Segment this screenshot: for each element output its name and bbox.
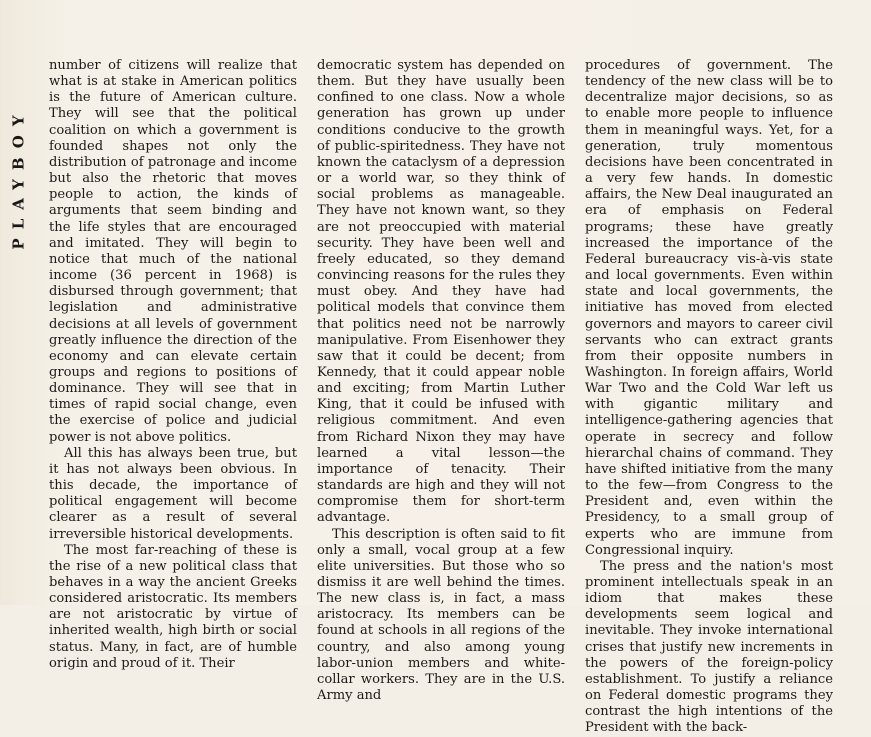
text-column-2 (317, 58, 565, 704)
magazine-name-vertical (6, 58, 32, 298)
paragraph: procedures of government. The tendency of the new class will be to decentralize major decisions, so as to enable more people to influence them in meaningful ways. Yet, for a generation, truly momentous decisions have been concentrated in a very few hands. In domestic affairs, the New Deal inaugurated an era of emphasis on Federal programs; these have greatly increased the importance of the Federal bureaucracy vis-à-vis state and local governments. Even within state and local governments, the initiative has moved from elected governors and mayors to career civil servants who can extract grants from their opposite numbers in Washington. In foreign affairs, World War Two and the Cold War left us with gigantic military and intelligence-gathering agencies that operate in secrecy and follow hierarchal chains of command. They have shifted initiative from the many to the few—from Congress to the President and, even within the Presidency, to a small group of experts who are immune from Congressional inquiry. (585, 58, 833, 558)
magazine-name: PLAYBOY (10, 106, 28, 250)
text-column-3 (585, 58, 833, 737)
paragraph: democratic system has depended on them. But they have usually been confined to one class. Now a whole generation has grown up under conditions conducive to the growth of public-spiritedness. They have not known the cataclysm of a depression or a world war, so they think of social problems as manageable. They have not known want, so they are not preoccupied with material security. They have been well and freely educated, so they demand convincing reasons for the rules they must obey. And they have had political models that convince them that politics need not be narrowly manipulative. From Eisenhower they saw that it could be decent; from Kennedy, that it could appear noble and exciting; from Martin Luther King, that it could be infused with religious commitment. And even from Richard Nixon they may have learned a vital lesson—the importance of tenacity. Their standards are high and they will not compromise them for short-term advantage. (317, 58, 565, 526)
paragraph: number of citizens will realize that what is at stake in American politics is the future of American culture. They will see that the political coalition on which a government is founded shapes not only the distribution of patronage and income but also the rhetoric that moves people to action, the kinds of arguments that seem binding and the life styles that are encouraged and imitated. They will begin to notice that much of the national income (36 percent in 1968) is disbursed through government; that legislation and administrative decisions at all levels of government greatly influence the direction of the economy and can elevate certain groups and regions to positions of dominance. They will see that in times of rapid social change, even the exercise of police and judicial power is not above politics. (49, 58, 297, 445)
paragraph: This description is often said to fit only a small, vocal group at a few elite universities. But those who so dismiss it are well behind the times. The new class is, in fact, a mass aristocracy. Its members can be found at schools in all regions of the country, and also among young labor-union members and white-collar workers. They are in the U.S. Army and (317, 526, 565, 704)
paragraph: The press and the nation's most prominent intellectuals speak in an idiom that makes these developments seem logical and inevitable. They invoke international crises that justify new increments in the powers of the foreign-policy establishment. To justify a reliance on Federal domestic programs they contrast the high intentions of the President with the back- (585, 558, 833, 736)
paragraph: All this has always been true, but it has not always been obvious. In this decade, the importance of political engagement will become clearer as a result of several irreversible historical developments. (49, 445, 297, 542)
text-column-1 (49, 58, 297, 672)
paragraph: The most far-reaching of these is the rise of a new political class that behaves in a way the ancient Greeks considered aristocratic. Its members are not aristocratic by virtue of inherited wealth, high birth or social status. Many, in fact, are of humble origin and proud of it. Their (49, 542, 297, 671)
